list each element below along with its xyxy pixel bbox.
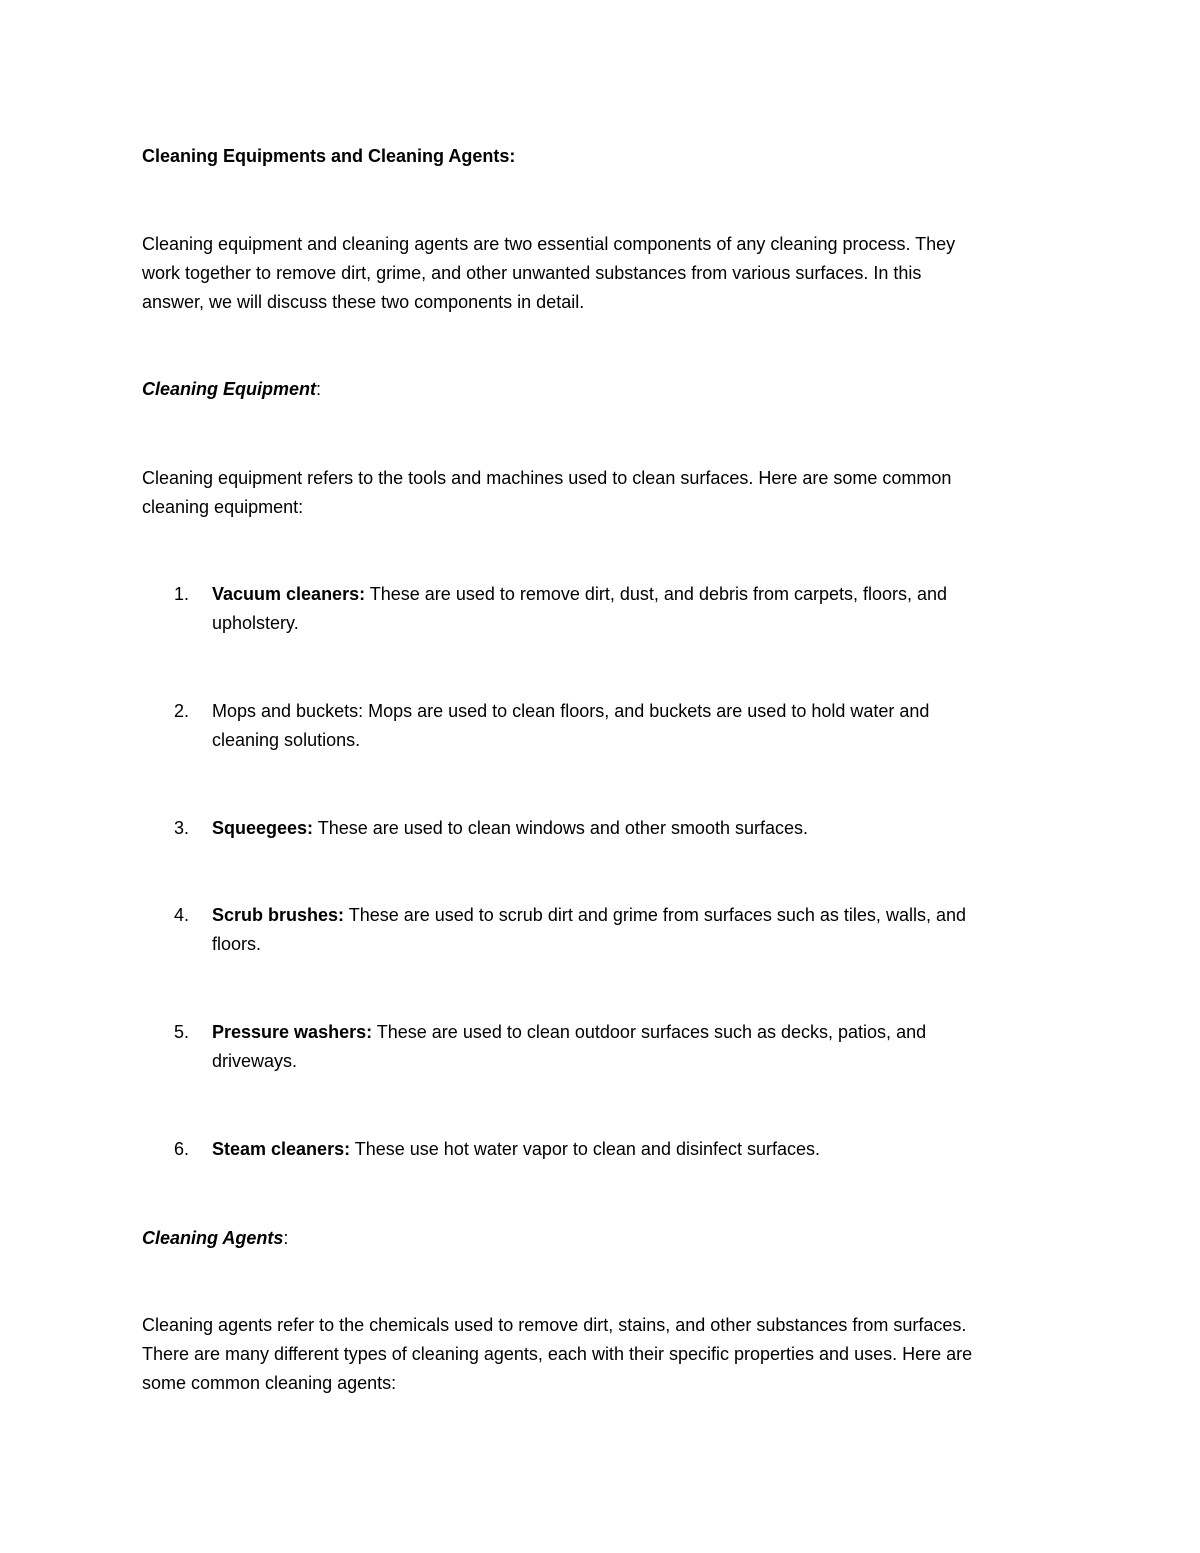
list-term: Vacuum cleaners: <box>212 584 366 604</box>
list-item-line-2: driveways. <box>212 1051 298 1071</box>
section-heading-text: Cleaning Agents <box>142 1228 284 1248</box>
agents-intro-line-1: Cleaning agents refer to the chemicals used to remove dirt, stains, and other substances from surfaces. <box>142 1315 967 1335</box>
equipment-intro-line-1: Cleaning equipment refers to the tools and machines used to clean surfaces. Here are some common <box>142 468 952 488</box>
list-number: 3. <box>174 818 190 838</box>
intro-line-1: Cleaning equipment and cleaning agents are two essential components of any cleaning process. They <box>142 234 956 254</box>
list-item-line-1 <box>212 1140 820 1158</box>
list-description: These are used to clean windows and other smooth surfaces. <box>313 818 808 838</box>
equipment-intro-line-2: cleaning equipment: <box>142 497 304 517</box>
agents-intro-line-2: There are many different types of cleaning agents, each with their specific properties and uses. Here are <box>142 1344 973 1364</box>
document-title: Cleaning Equipments and Cleaning Agents: <box>142 146 516 166</box>
list-item-line-2: upholstery. <box>212 613 299 633</box>
list-item-line-2: floors. <box>212 934 262 954</box>
list-term: Squeegees: <box>212 818 314 838</box>
section-heading-equipment <box>142 380 321 398</box>
intro-line-3: answer, we will discuss these two components in detail. <box>142 292 585 312</box>
intro-line-2: work together to remove dirt, grime, and other unwanted substances from various surfaces. In this <box>142 263 922 283</box>
list-number: 5. <box>174 1022 190 1042</box>
list-term: Steam cleaners: <box>212 1139 351 1159</box>
list-item-line-2: cleaning solutions. <box>212 730 361 750</box>
list-number: 2. <box>174 701 190 721</box>
list-term: Pressure washers: <box>212 1022 373 1042</box>
list-description: These are used to scrub dirt and grime from surfaces such as tiles, walls, and <box>344 905 966 925</box>
list-number: 1. <box>174 584 190 604</box>
list-item-line-1: Mops and buckets: Mops are used to clean floors, and buckets are used to hold water and <box>212 701 930 721</box>
list-item-line-1 <box>212 585 947 603</box>
list-number: 4. <box>174 905 190 925</box>
agents-intro-line-3: some common cleaning agents: <box>142 1373 397 1393</box>
list-item-line-1 <box>212 1023 926 1041</box>
section-heading-suffix: : <box>283 1228 289 1248</box>
section-heading-text: Cleaning Equipment <box>142 379 317 399</box>
list-item-line-1 <box>212 906 966 924</box>
section-heading-suffix: : <box>316 379 322 399</box>
list-description: These are used to remove dirt, dust, and debris from carpets, floors, and <box>365 584 948 604</box>
list-item-line-1 <box>212 819 808 837</box>
section-heading-agents <box>142 1229 288 1247</box>
list-description: These use hot water vapor to clean and disinfect surfaces. <box>350 1139 821 1159</box>
list-term: Scrub brushes: <box>212 905 345 925</box>
list-description: These are used to clean outdoor surfaces such as decks, patios, and <box>372 1022 927 1042</box>
list-number: 6. <box>174 1139 190 1159</box>
